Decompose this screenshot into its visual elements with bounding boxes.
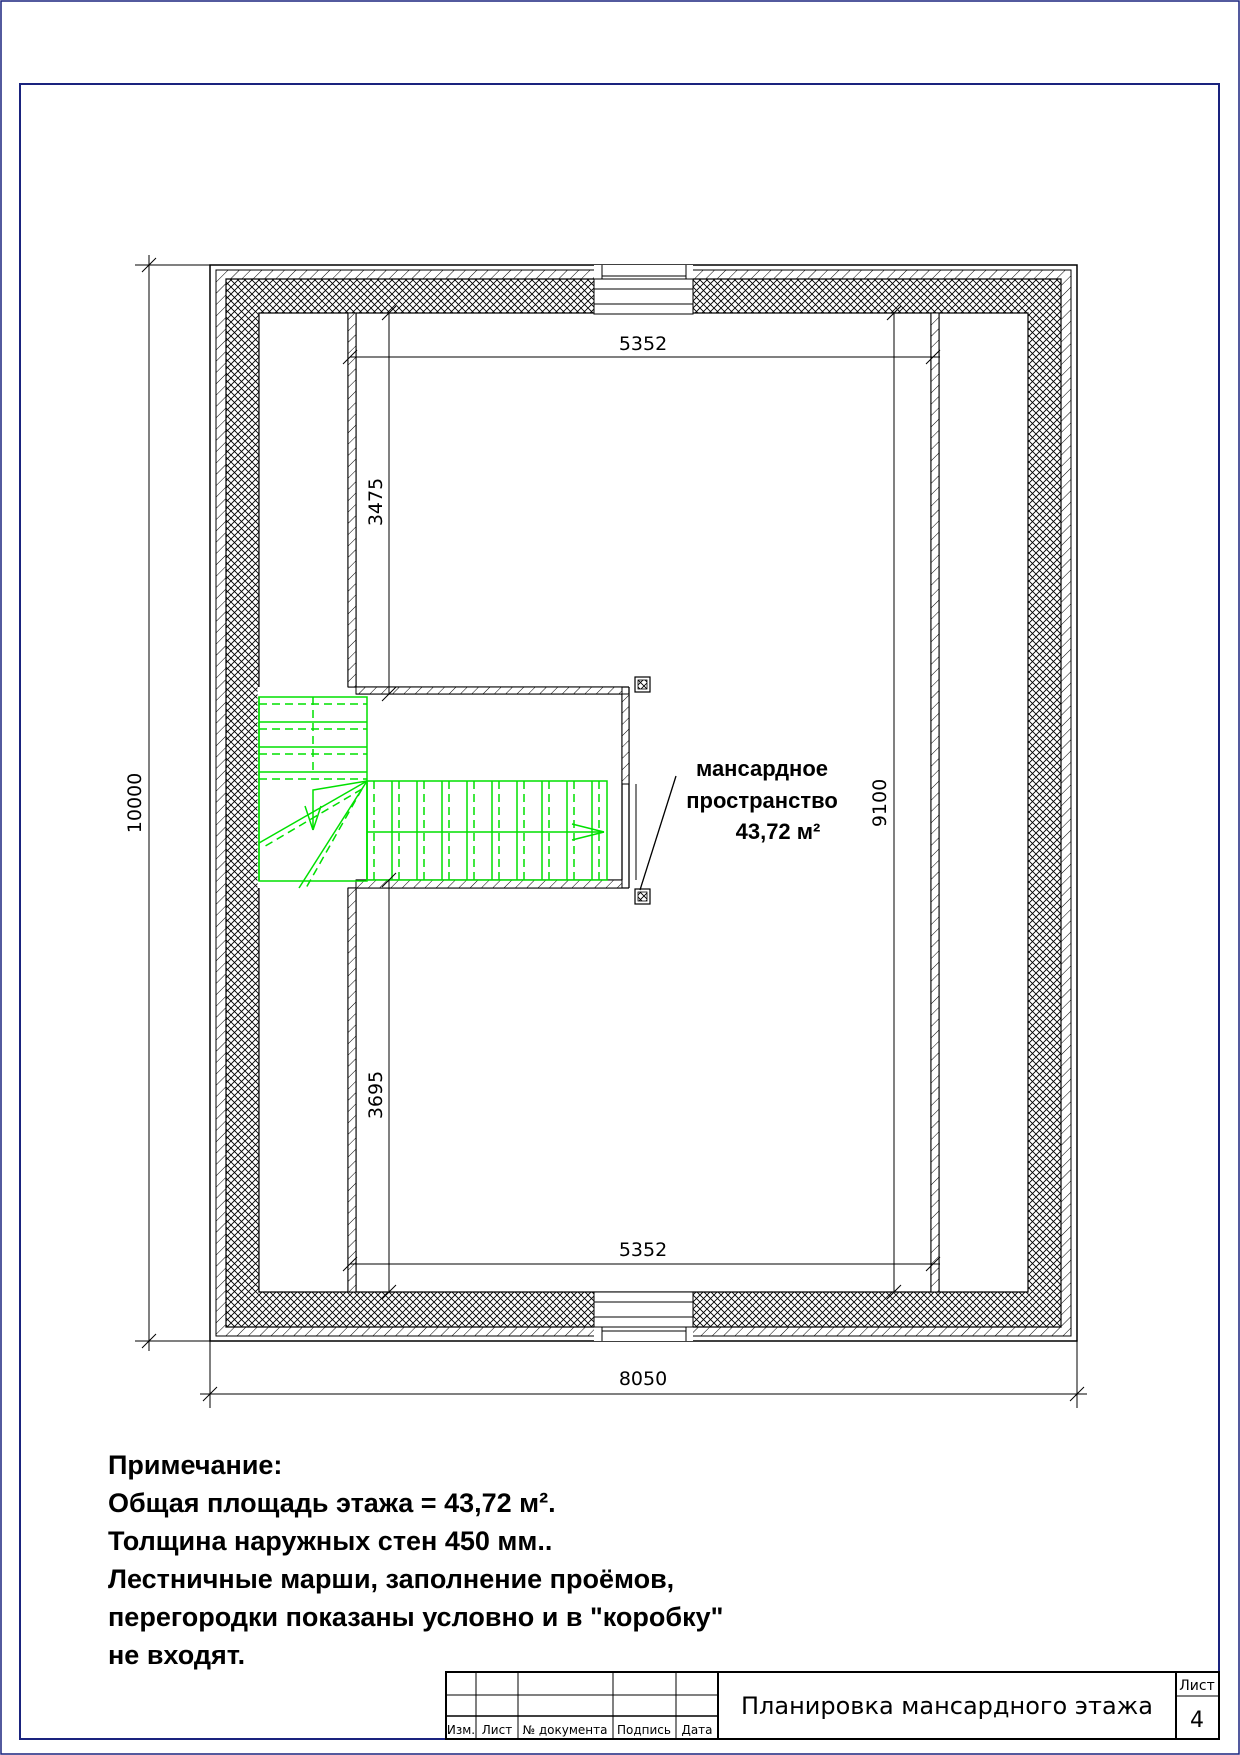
sheet-number: 4: [1190, 1708, 1204, 1733]
title-col-doc: № документа: [522, 1723, 608, 1737]
column-marker-top: [635, 677, 650, 692]
room-area: 43,72 м²: [735, 819, 821, 844]
notes-line-4: перегородки показаны условно и в "коробку": [108, 1602, 724, 1632]
title-col-list: Лист: [481, 1723, 513, 1737]
dim-inner-height: 9100: [869, 778, 891, 828]
sheet-label: Лист: [1179, 1678, 1215, 1694]
drawing-title: Планировка мансардного этажа: [741, 1692, 1153, 1720]
room-name-line2: пространство: [686, 788, 838, 813]
dim-overall-height: 10000: [124, 772, 146, 834]
notes-line-5: не входят.: [108, 1640, 246, 1670]
title-col-date: Дата: [681, 1723, 713, 1737]
notes-title: Примечание:: [108, 1450, 283, 1480]
room-label-leader: [640, 776, 676, 890]
notes-line-3: Лестничные марши, заполнение проёмов,: [108, 1564, 675, 1594]
notes-block: [108, 1446, 828, 1674]
notes-line-2: Толщина наружных стен 450 мм..: [108, 1526, 553, 1556]
dim-left-lower: 3695: [365, 1070, 387, 1120]
window-bottom: [594, 1292, 693, 1341]
column-marker-bottom: [635, 889, 650, 904]
title-col-sign: Подпись: [617, 1723, 671, 1737]
room-name-line1: мансардное: [695, 756, 829, 781]
notes-line-1: Общая площадь этажа = 43,72 м².: [108, 1488, 556, 1518]
staircase: [259, 697, 607, 888]
window-top: [594, 265, 693, 314]
exterior-walls: [210, 265, 1077, 1341]
dim-inner-width-bottom: 5352: [618, 1239, 668, 1261]
title-col-izm: Изм.: [446, 1723, 476, 1737]
dim-overall-width: 8050: [618, 1368, 668, 1390]
dim-left-upper: 3475: [365, 477, 387, 527]
stair-wall-hatch: [348, 313, 939, 1292]
dim-inner-width-top: 5352: [618, 333, 668, 355]
